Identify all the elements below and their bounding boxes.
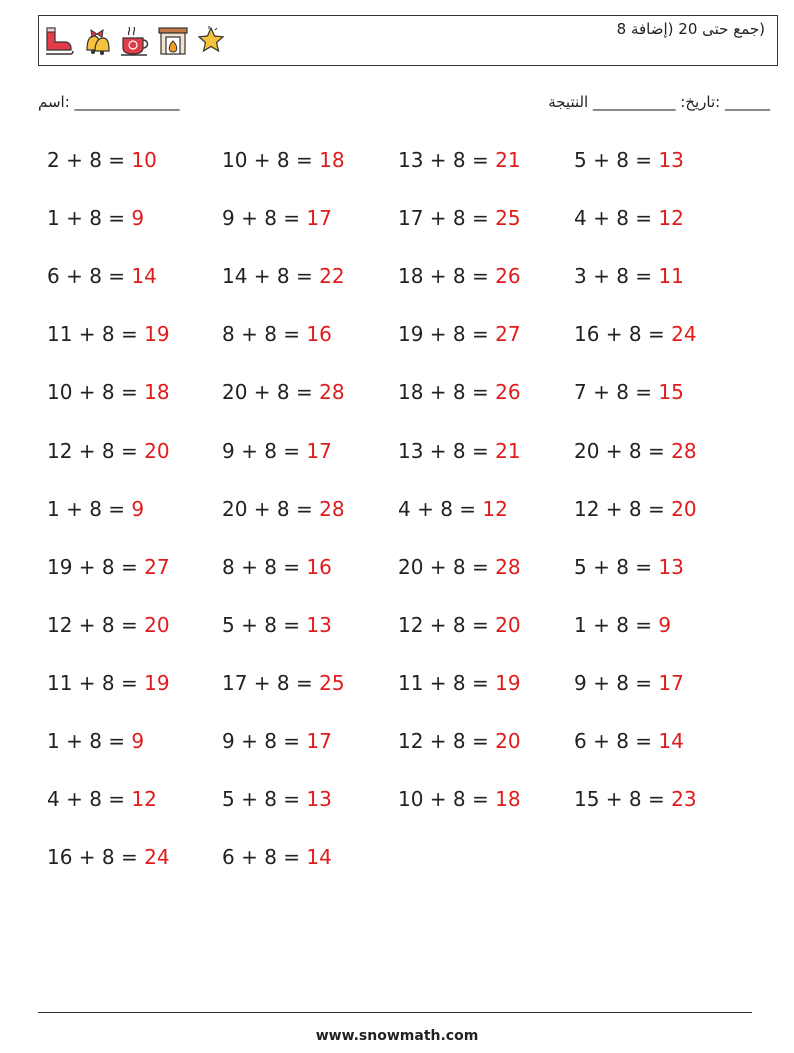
problem-question: 1 + 8 =: [47, 496, 132, 521]
problem-question: 12 + 8 =: [574, 496, 672, 521]
problem-item: [398, 671, 521, 695]
problem-item: [574, 555, 684, 579]
problem-answer: 25: [319, 670, 345, 695]
problem-answer: 19: [495, 670, 521, 695]
problem-item: [222, 439, 332, 463]
problem-answer: 25: [495, 206, 521, 231]
problem-item: [398, 439, 521, 463]
problem-item: [47, 613, 170, 637]
problem-question: 20 + 8 =: [574, 438, 672, 463]
problem-answer: 13: [306, 787, 332, 812]
problem-answer: 11: [658, 264, 684, 289]
problem-item: [574, 729, 684, 753]
problem-question: 1 + 8 =: [574, 612, 659, 637]
problem-answer: 19: [144, 322, 170, 347]
problem-question: 1 + 8 =: [47, 206, 132, 231]
problem-question: 20 + 8 =: [398, 554, 496, 579]
problem-item: [574, 613, 671, 637]
problem-answer: 28: [495, 554, 521, 579]
problem-question: 7 + 8 =: [574, 380, 659, 405]
problem-answer: 20: [144, 438, 170, 463]
problem-question: 13 + 8 =: [398, 438, 496, 463]
problem-answer: 26: [495, 264, 521, 289]
problem-answer: 28: [671, 438, 697, 463]
problem-answer: 22: [319, 264, 345, 289]
problem-item: [222, 613, 332, 637]
problem-item: [47, 148, 157, 172]
problem-question: 19 + 8 =: [47, 554, 145, 579]
worksheet-title: (جمع حتى 20 (إضافة 8: [616, 20, 765, 38]
problem-question: 9 + 8 =: [222, 438, 307, 463]
problem-answer: 12: [482, 496, 508, 521]
problem-question: 8 + 8 =: [222, 322, 307, 347]
problem-item: [47, 439, 170, 463]
problem-question: 10 + 8 =: [398, 787, 496, 812]
problem-answer: 14: [131, 264, 157, 289]
problem-answer: 14: [306, 845, 332, 870]
problem-question: 10 + 8 =: [47, 380, 145, 405]
problem-question: 16 + 8 =: [574, 322, 672, 347]
problem-question: 11 + 8 =: [47, 322, 145, 347]
problem-item: [222, 380, 345, 404]
problem-item: [222, 206, 332, 230]
problem-item: [47, 729, 144, 753]
problem-question: 17 + 8 =: [222, 670, 320, 695]
problem-question: 5 + 8 =: [574, 148, 659, 172]
problem-item: [47, 322, 170, 346]
problem-item: [47, 845, 170, 869]
problem-item: [47, 264, 157, 288]
problem-item: [222, 671, 345, 695]
problem-item: [398, 787, 521, 811]
problem-answer: 27: [144, 554, 170, 579]
problem-question: 5 + 8 =: [222, 612, 307, 637]
problem-answer: 14: [658, 729, 684, 753]
problem-answer: 20: [144, 612, 170, 637]
problem-question: 19 + 8 =: [398, 322, 496, 347]
problem-answer: 20: [671, 496, 697, 521]
problem-item: [398, 206, 521, 230]
problem-item: [574, 264, 684, 288]
problem-item: [398, 322, 521, 346]
problem-item: [222, 322, 332, 346]
problem-answer: 24: [671, 322, 697, 347]
problem-question: 6 + 8 =: [574, 729, 659, 753]
problem-question: 8 + 8 =: [222, 554, 307, 579]
problem-answer: 9: [658, 612, 672, 637]
problem-answer: 9: [131, 206, 145, 231]
problem-answer: 28: [319, 496, 345, 521]
problem-answer: 15: [658, 380, 684, 405]
footer-url: www.snowmath.com: [315, 1028, 479, 1044]
problem-question: 20 + 8 =: [222, 380, 320, 405]
problem-item: [398, 555, 521, 579]
problem-item: [398, 497, 508, 521]
problem-item: [574, 380, 684, 404]
problem-question: 2 + 8 =: [47, 148, 132, 172]
problem-item: [574, 439, 697, 463]
problem-item: [47, 206, 144, 230]
problem-question: 10 + 8 =: [222, 148, 320, 172]
problem-question: 4 + 8 =: [47, 787, 132, 812]
problem-answer: 13: [658, 148, 684, 172]
problem-item: [222, 148, 345, 172]
problem-item: [398, 264, 521, 288]
problem-item: [574, 497, 697, 521]
footer-divider: [38, 1012, 752, 1013]
problem-question: 11 + 8 =: [47, 670, 145, 695]
problem-item: [222, 555, 332, 579]
problem-answer: 9: [131, 729, 145, 753]
problem-item: [47, 671, 170, 695]
problem-item: [47, 497, 144, 521]
problem-question: 4 + 8 =: [398, 496, 483, 521]
date-score-label: ______ :تاريخ: ___________ النتيجة: [548, 93, 770, 111]
problem-item: [398, 729, 521, 753]
problem-answer: 17: [306, 206, 332, 231]
problem-item: [574, 322, 697, 346]
problem-item: [47, 555, 170, 579]
problem-answer: 13: [306, 612, 332, 637]
problem-item: [222, 497, 345, 521]
problem-answer: 19: [144, 670, 170, 695]
problem-question: 9 + 8 =: [574, 670, 659, 695]
problem-answer: 24: [144, 845, 170, 870]
problem-question: 6 + 8 =: [47, 264, 132, 289]
problem-item: [574, 787, 697, 811]
problem-answer: 12: [658, 206, 684, 231]
problem-item: [47, 787, 157, 811]
problem-item: [574, 206, 684, 230]
problem-answer: 9: [131, 496, 145, 521]
problem-question: 16 + 8 =: [47, 845, 145, 870]
problem-question: 18 + 8 =: [398, 380, 496, 405]
name-field-label: اسم: ______________: [38, 93, 180, 111]
problem-answer: 13: [658, 554, 684, 579]
problem-question: 4 + 8 =: [574, 206, 659, 231]
problem-item: [222, 787, 332, 811]
problem-answer: 17: [306, 438, 332, 463]
problem-question: 15 + 8 =: [574, 787, 672, 812]
problem-question: 6 + 8 =: [222, 845, 307, 870]
problem-question: 13 + 8 =: [398, 148, 496, 172]
problem-question: 12 + 8 =: [398, 612, 496, 637]
problem-item: [398, 380, 521, 404]
problem-item: [398, 148, 521, 172]
problem-answer: 28: [319, 380, 345, 405]
problem-answer: 18: [144, 380, 170, 405]
problem-question: 12 + 8 =: [47, 438, 145, 463]
problem-question: 12 + 8 =: [398, 729, 496, 753]
problem-item: [222, 264, 345, 288]
problem-question: 9 + 8 =: [222, 729, 307, 753]
problem-question: 20 + 8 =: [222, 496, 320, 521]
problem-item: [398, 613, 521, 637]
problem-answer: 20: [495, 612, 521, 637]
problem-answer: 16: [306, 322, 332, 347]
problem-question: 9 + 8 =: [222, 206, 307, 231]
problem-question: 5 + 8 =: [222, 787, 307, 812]
problem-answer: 20: [495, 729, 521, 753]
problem-item: [222, 845, 332, 869]
problem-answer: 17: [306, 729, 332, 753]
problem-question: 1 + 8 =: [47, 729, 132, 753]
problem-answer: 18: [495, 787, 521, 812]
problem-question: 14 + 8 =: [222, 264, 320, 289]
problem-question: 18 + 8 =: [398, 264, 496, 289]
problem-answer: 10: [131, 148, 157, 172]
problem-answer: 17: [658, 670, 684, 695]
problem-answer: 23: [671, 787, 697, 812]
problem-answer: 18: [319, 148, 345, 172]
problem-answer: 21: [495, 148, 521, 172]
problem-question: 3 + 8 =: [574, 264, 659, 289]
problem-question: 5 + 8 =: [574, 554, 659, 579]
problem-answer: 27: [495, 322, 521, 347]
problem-answer: 12: [131, 787, 157, 812]
problem-item: [222, 729, 332, 753]
problem-answer: 26: [495, 380, 521, 405]
problem-answer: 21: [495, 438, 521, 463]
problem-answer: 16: [306, 554, 332, 579]
problem-question: 11 + 8 =: [398, 670, 496, 695]
problem-item: [47, 380, 170, 404]
problem-question: 17 + 8 =: [398, 206, 496, 231]
problem-question: 12 + 8 =: [47, 612, 145, 637]
problem-item: [574, 671, 684, 695]
problem-item: [574, 148, 684, 172]
